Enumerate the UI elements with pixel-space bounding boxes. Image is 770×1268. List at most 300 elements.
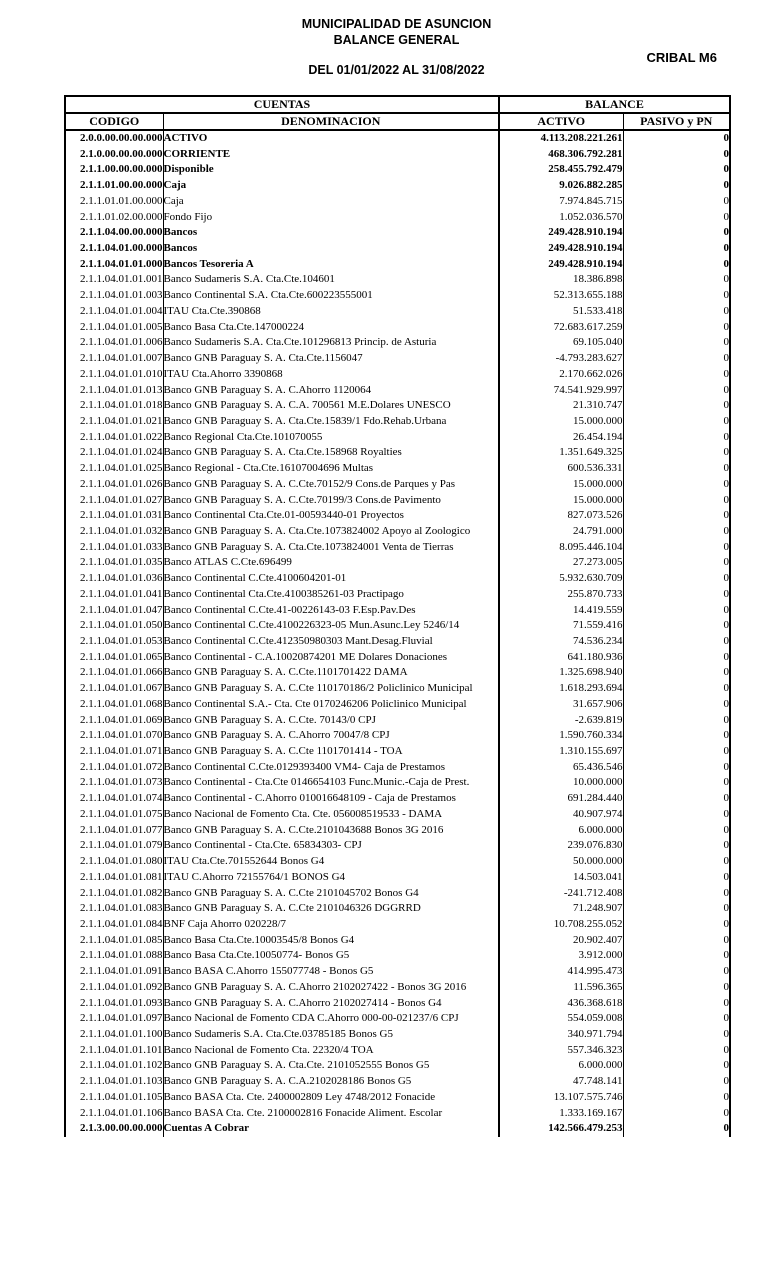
row-pasivo: 0 bbox=[723, 509, 729, 522]
row-code: 2.1.1.04.00.00.000 bbox=[65, 225, 163, 241]
row-denomination: Banco GNB Paraguay S. A. C.A. 700561 M.E.Dolares UNESCO bbox=[163, 398, 499, 414]
table-row bbox=[65, 508, 730, 524]
table-row bbox=[65, 697, 730, 713]
row-code: 2.1.1.04.01.01.068 bbox=[65, 697, 163, 713]
row-denomination: Banco Continental C.Cte.4100226323-05 Mun.Asunc.Ley 5246/14 bbox=[163, 618, 499, 634]
row-pasivo: 0 bbox=[723, 1027, 729, 1040]
column-header-activo: ACTIVO bbox=[499, 113, 623, 130]
column-header-codigo: CODIGO bbox=[65, 113, 163, 130]
row-code: 2.1.1.04.01.01.053 bbox=[65, 634, 163, 650]
row-denomination: Banco Continental C.Cte.4100604201-01 bbox=[163, 571, 499, 587]
group-header-balance: BALANCE bbox=[499, 96, 730, 113]
row-pasivo: 0 bbox=[723, 745, 729, 758]
row-activo: 14.419.559 bbox=[499, 603, 623, 619]
table-row bbox=[65, 728, 730, 744]
table-row bbox=[65, 178, 730, 194]
row-code: 2.1.1.04.01.01.082 bbox=[65, 886, 163, 902]
row-denomination: ITAU C.Ahorro 72155764/1 BONOS G4 bbox=[163, 870, 499, 886]
row-activo: 74.541.929.997 bbox=[499, 383, 623, 399]
row-denomination: CORRIENTE bbox=[163, 147, 499, 163]
row-denomination: Banco GNB Paraguay S. A. C.Cte 2101045702 Bonos G4 bbox=[163, 886, 499, 902]
row-pasivo: 0 bbox=[723, 556, 729, 569]
row-pasivo: 0 bbox=[723, 179, 729, 192]
row-code: 2.1.1.04.01.01.033 bbox=[65, 540, 163, 556]
table-row bbox=[65, 555, 730, 571]
row-code: 2.1.1.04.01.01.021 bbox=[65, 414, 163, 430]
row-denomination: Banco GNB Paraguay S. A. C.Ahorro 2102027422 - Bonos 3G 2016 bbox=[163, 980, 499, 996]
row-pasivo: 0 bbox=[723, 304, 729, 317]
table-row bbox=[65, 964, 730, 980]
row-pasivo: 0 bbox=[723, 336, 729, 349]
table-row bbox=[65, 398, 730, 414]
row-pasivo: 0 bbox=[723, 635, 729, 647]
table-row bbox=[65, 383, 730, 399]
row-code: 2.1.1.04.01.01.070 bbox=[65, 728, 163, 744]
row-denomination: Banco Sudameris S.A. Cta.Cte.03785185 Bonos G5 bbox=[163, 1027, 499, 1043]
row-pasivo: 0 bbox=[723, 792, 729, 805]
row-pasivo: 0 bbox=[723, 807, 729, 820]
row-activo: 249.428.910.194 bbox=[499, 257, 623, 273]
row-denomination: Bancos Tesoreria A bbox=[163, 257, 499, 273]
table-row bbox=[65, 665, 730, 681]
row-denomination: Banco BASA C.Ahorro 155077748 - Bonos G5 bbox=[163, 964, 499, 980]
row-code: 2.1.1.04.01.01.072 bbox=[65, 760, 163, 776]
row-denomination: Banco Continental - Cta.Cte 0146654103 Func.Munic.-Caja de Prest. bbox=[163, 775, 499, 791]
row-code: 2.1.1.04.01.01.083 bbox=[65, 901, 163, 917]
row-pasivo: 0 bbox=[723, 839, 729, 852]
row-code: 2.1.1.04.01.01.100 bbox=[65, 1027, 163, 1043]
table-row bbox=[65, 948, 730, 964]
table-row bbox=[65, 493, 730, 509]
row-code: 2.1.1.04.01.01.027 bbox=[65, 493, 163, 509]
row-code: 2.1.1.04.01.01.000 bbox=[65, 257, 163, 273]
row-code: 2.1.1.04.01.01.084 bbox=[65, 917, 163, 933]
row-code: 2.1.1.04.01.01.041 bbox=[65, 587, 163, 603]
row-denomination: ITAU Cta.Ahorro 3390868 bbox=[163, 367, 499, 383]
row-denomination: Bancos bbox=[163, 225, 499, 241]
row-code: 2.1.1.04.01.01.067 bbox=[65, 681, 163, 697]
row-code: 2.1.1.04.01.01.036 bbox=[65, 571, 163, 587]
row-code: 2.1.1.04.01.01.006 bbox=[65, 335, 163, 351]
table-row bbox=[65, 540, 730, 556]
row-activo: 1.325.698.940 bbox=[499, 665, 623, 681]
row-pasivo: 0 bbox=[723, 697, 729, 710]
row-pasivo: 0 bbox=[723, 367, 729, 380]
row-activo: 52.313.655.188 bbox=[499, 288, 623, 304]
row-code: 2.1.0.00.00.00.000 bbox=[65, 147, 163, 163]
balance-table bbox=[64, 95, 731, 1137]
row-activo: -4.793.283.627 bbox=[499, 351, 623, 367]
row-denomination: Banco GNB Paraguay S. A. C.A.2102028186 Bonos G5 bbox=[163, 1074, 499, 1090]
row-code: 2.1.1.04.01.01.025 bbox=[65, 461, 163, 477]
row-denomination: Banco Continental Cta.Cte.4100385261-03 Practipago bbox=[163, 587, 499, 603]
row-pasivo: 0 bbox=[723, 666, 729, 679]
row-activo: 414.995.473 bbox=[499, 964, 623, 980]
row-pasivo: 0 bbox=[723, 289, 729, 302]
row-denomination: Banco GNB Paraguay S. A. C.Ahorro 2102027414 - Bonos G4 bbox=[163, 996, 499, 1012]
table-row bbox=[65, 130, 730, 147]
row-pasivo: 0 bbox=[723, 729, 729, 742]
row-code: 2.1.1.04.01.01.031 bbox=[65, 508, 163, 524]
row-pasivo: 0 bbox=[723, 886, 729, 899]
row-code: 2.1.1.04.01.01.079 bbox=[65, 838, 163, 854]
table-row bbox=[65, 147, 730, 163]
row-denomination: Banco GNB Paraguay S. A. Cta.Cte.158968 Royalties bbox=[163, 445, 499, 461]
row-code: 2.1.1.04.01.01.007 bbox=[65, 351, 163, 367]
row-code: 2.1.1.04.01.01.081 bbox=[65, 870, 163, 886]
row-code: 2.1.1.01.01.00.000 bbox=[65, 194, 163, 210]
row-pasivo: 0 bbox=[723, 713, 729, 726]
table-row bbox=[65, 241, 730, 257]
table-row bbox=[65, 681, 730, 697]
row-denomination: Banco GNB Paraguay S. A. C.Cte.1101701422 DAMA bbox=[163, 665, 499, 681]
table-row bbox=[65, 854, 730, 870]
table-row bbox=[65, 634, 730, 650]
row-denomination: Banco GNB Paraguay S. A. C.Cte 110170186/2 Policlinico Municipal bbox=[163, 681, 499, 697]
row-pasivo: 0 bbox=[723, 147, 729, 160]
row-pasivo: 0 bbox=[723, 587, 729, 600]
row-denomination: Caja bbox=[163, 178, 499, 194]
row-activo: -241.712.408 bbox=[499, 886, 623, 902]
row-pasivo: 0 bbox=[723, 682, 729, 695]
row-denomination: Banco GNB Paraguay S. A. Cta.Cte. 2101052555 Bonos G5 bbox=[163, 1058, 499, 1074]
table-row bbox=[65, 650, 730, 666]
row-activo: 827.073.526 bbox=[499, 508, 623, 524]
row-denomination: Banco Continental C.Cte.412350980303 Mant.Desag.Fluvial bbox=[163, 634, 499, 650]
table-row bbox=[65, 587, 730, 603]
row-denomination: Banco GNB Paraguay S. A. C.Cte. 70143/0 CPJ bbox=[163, 713, 499, 729]
row-pasivo: 0 bbox=[723, 855, 729, 868]
table-row bbox=[65, 272, 730, 288]
row-denomination: Banco GNB Paraguay S. A. C.Cte 2101046326 DGGRRD bbox=[163, 901, 499, 917]
row-code: 2.1.3.00.00.00.000 bbox=[65, 1121, 163, 1137]
row-code: 2.1.1.04.01.01.071 bbox=[65, 744, 163, 760]
row-pasivo: 0 bbox=[723, 1122, 729, 1135]
row-denomination: Banco Sudameris S.A. Cta.Cte.104601 bbox=[163, 272, 499, 288]
table-row bbox=[65, 1043, 730, 1059]
row-code: 2.1.1.04.01.01.101 bbox=[65, 1043, 163, 1059]
row-pasivo: 0 bbox=[723, 965, 729, 978]
row-pasivo: 0 bbox=[723, 399, 729, 412]
row-activo: 468.306.792.281 bbox=[499, 147, 623, 163]
table-row bbox=[65, 980, 730, 996]
row-pasivo: 0 bbox=[723, 823, 729, 836]
row-activo: 72.683.617.259 bbox=[499, 320, 623, 336]
row-pasivo: 0 bbox=[723, 1075, 729, 1088]
row-activo: 15.000.000 bbox=[499, 493, 623, 509]
row-code: 2.1.1.00.00.00.000 bbox=[65, 162, 163, 178]
row-code: 2.1.1.04.01.01.103 bbox=[65, 1074, 163, 1090]
row-pasivo: 0 bbox=[723, 477, 729, 490]
row-pasivo: 0 bbox=[723, 603, 729, 616]
organization-name: MUNICIPALIDAD DE ASUNCION bbox=[301, 17, 492, 31]
row-pasivo: 0 bbox=[723, 1059, 729, 1072]
row-denomination: Banco Sudameris S.A. Cta.Cte.101296813 Princip. de Asturia bbox=[163, 335, 499, 351]
table-row bbox=[65, 194, 730, 210]
row-activo: 4.113.208.221.261 bbox=[499, 130, 623, 147]
row-pasivo: 0 bbox=[723, 902, 729, 915]
column-header-pasivo: PASIVO y PN bbox=[623, 113, 730, 130]
row-code: 2.1.1.04.01.01.050 bbox=[65, 618, 163, 634]
row-denomination: ACTIVO bbox=[163, 130, 499, 147]
row-activo: 7.974.845.715 bbox=[499, 194, 623, 210]
row-activo: 65.436.546 bbox=[499, 760, 623, 776]
row-pasivo: 0 bbox=[723, 1012, 729, 1025]
row-code: 2.1.1.04.01.01.001 bbox=[65, 272, 163, 288]
column-header-row bbox=[65, 113, 730, 130]
row-pasivo: 0 bbox=[723, 949, 729, 962]
row-activo: 554.059.008 bbox=[499, 1011, 623, 1027]
table-row bbox=[65, 791, 730, 807]
row-code: 2.1.1.04.01.01.075 bbox=[65, 807, 163, 823]
table-row bbox=[65, 917, 730, 933]
row-denomination: Fondo Fijo bbox=[163, 210, 499, 226]
column-header-denominacion: DENOMINACION bbox=[163, 113, 499, 130]
row-code: 2.1.1.04.01.01.004 bbox=[65, 304, 163, 320]
table-row bbox=[65, 823, 730, 839]
row-pasivo: 0 bbox=[723, 383, 729, 396]
table-row bbox=[65, 901, 730, 917]
row-code: 2.1.1.04.01.01.005 bbox=[65, 320, 163, 336]
row-denomination: Banco Basa Cta.Cte.147000224 bbox=[163, 320, 499, 336]
row-denomination: Banco Nacional de Fomento CDA C.Ahorro 000-00-021237/6 CPJ bbox=[163, 1011, 499, 1027]
row-denomination: Disponible bbox=[163, 162, 499, 178]
row-code: 2.1.1.04.01.01.026 bbox=[65, 477, 163, 493]
row-activo: 20.902.407 bbox=[499, 933, 623, 949]
row-denomination: ITAU Cta.Cte.390868 bbox=[163, 304, 499, 320]
row-denomination: Banco Continental - C.A.10020874201 ME Dolares Donaciones bbox=[163, 650, 499, 666]
report-title: BALANCE GENERAL bbox=[333, 33, 460, 47]
row-activo: 5.932.630.709 bbox=[499, 571, 623, 587]
row-pasivo: 0 bbox=[723, 980, 729, 993]
table-row bbox=[65, 713, 730, 729]
row-activo: 10.000.000 bbox=[499, 775, 623, 791]
row-activo: 71.559.416 bbox=[499, 618, 623, 634]
row-code: 2.1.1.04.01.01.047 bbox=[65, 603, 163, 619]
row-denomination: Banco Regional Cta.Cte.101070055 bbox=[163, 430, 499, 446]
table-row bbox=[65, 744, 730, 760]
row-activo: 24.791.000 bbox=[499, 524, 623, 540]
row-denomination: Banco BASA Cta. Cte. 2100002816 Fonacide Aliment. Escolar bbox=[163, 1106, 499, 1122]
table-row bbox=[65, 760, 730, 776]
row-pasivo: 0 bbox=[723, 430, 729, 443]
row-denomination: Cuentas A Cobrar bbox=[163, 1121, 499, 1137]
row-code: 2.1.1.04.01.01.091 bbox=[65, 964, 163, 980]
row-activo: 69.105.040 bbox=[499, 335, 623, 351]
row-code: 2.1.1.04.01.01.003 bbox=[65, 288, 163, 304]
row-denomination: Caja bbox=[163, 194, 499, 210]
table-row bbox=[65, 870, 730, 886]
row-activo: 74.536.234 bbox=[499, 634, 623, 650]
row-code: 2.1.1.04.01.01.077 bbox=[65, 823, 163, 839]
row-denomination: Banco GNB Paraguay S. A. C.Ahorro 1120064 bbox=[163, 383, 499, 399]
row-pasivo: 0 bbox=[723, 132, 729, 144]
table-row bbox=[65, 320, 730, 336]
row-pasivo: 0 bbox=[723, 273, 729, 286]
table-row bbox=[65, 430, 730, 446]
row-code: 2.1.1.04.01.01.088 bbox=[65, 948, 163, 964]
row-pasivo: 0 bbox=[723, 1043, 729, 1056]
row-denomination: Banco GNB Paraguay S. A. Cta.Cte.1156047 bbox=[163, 351, 499, 367]
table-row bbox=[65, 996, 730, 1012]
row-activo: 15.000.000 bbox=[499, 414, 623, 430]
row-activo: 258.455.792.479 bbox=[499, 162, 623, 178]
row-activo: 71.248.907 bbox=[499, 901, 623, 917]
row-activo: 1.052.036.570 bbox=[499, 210, 623, 226]
table-row bbox=[65, 445, 730, 461]
row-code: 2.1.1.04.01.01.106 bbox=[65, 1106, 163, 1122]
row-code: 2.1.1.04.01.01.092 bbox=[65, 980, 163, 996]
row-activo: 8.095.446.104 bbox=[499, 540, 623, 556]
row-code: 2.1.1.04.01.01.085 bbox=[65, 933, 163, 949]
row-activo: 31.657.906 bbox=[499, 697, 623, 713]
table-row bbox=[65, 351, 730, 367]
row-activo: 14.503.041 bbox=[499, 870, 623, 886]
row-pasivo: 0 bbox=[723, 414, 729, 427]
row-pasivo: 0 bbox=[723, 933, 729, 946]
row-activo: 6.000.000 bbox=[499, 1058, 623, 1074]
row-activo: 9.026.882.285 bbox=[499, 178, 623, 194]
row-activo: -2.639.819 bbox=[499, 713, 623, 729]
row-activo: 1.310.155.697 bbox=[499, 744, 623, 760]
table-row bbox=[65, 807, 730, 823]
row-code: 2.1.1.04.01.01.010 bbox=[65, 367, 163, 383]
row-code: 2.1.1.04.01.01.022 bbox=[65, 430, 163, 446]
row-code: 2.1.1.01.00.00.000 bbox=[65, 178, 163, 194]
system-reference: CRIBAL M6 bbox=[646, 50, 717, 65]
table-row bbox=[65, 225, 730, 241]
row-pasivo: 0 bbox=[723, 619, 729, 632]
row-pasivo: 0 bbox=[723, 870, 729, 883]
row-activo: 1.333.169.167 bbox=[499, 1106, 623, 1122]
row-activo: 1.618.293.694 bbox=[499, 681, 623, 697]
row-activo: 6.000.000 bbox=[499, 823, 623, 839]
row-activo: 51.533.418 bbox=[499, 304, 623, 320]
row-code: 2.1.1.04.01.00.000 bbox=[65, 241, 163, 257]
table-row bbox=[65, 1074, 730, 1090]
row-denomination: Banco BASA Cta. Cte. 2400002809 Ley 4748/2012 Fonacide bbox=[163, 1090, 499, 1106]
row-activo: 47.748.141 bbox=[499, 1074, 623, 1090]
row-denomination: Banco Basa Cta.Cte.10050774- Bonos G5 bbox=[163, 948, 499, 964]
row-pasivo: 0 bbox=[723, 1106, 729, 1119]
row-pasivo: 0 bbox=[723, 210, 729, 223]
row-denomination: Banco GNB Paraguay S. A. Cta.Cte.15839/1 Fdo.Rehab.Urbana bbox=[163, 414, 499, 430]
row-activo: 40.907.974 bbox=[499, 807, 623, 823]
row-code: 2.1.1.01.02.00.000 bbox=[65, 210, 163, 226]
group-header-row bbox=[65, 96, 730, 113]
row-denomination: Banco Basa Cta.Cte.10003545/8 Bonos G4 bbox=[163, 933, 499, 949]
row-pasivo: 0 bbox=[723, 462, 729, 475]
group-header-cuentas: CUENTAS bbox=[65, 96, 499, 113]
row-denomination: Banco ATLAS C.Cte.696499 bbox=[163, 555, 499, 571]
row-code: 2.1.1.04.01.01.073 bbox=[65, 775, 163, 791]
row-pasivo: 0 bbox=[723, 572, 729, 585]
table-row bbox=[65, 838, 730, 854]
balance-table-header bbox=[65, 96, 730, 130]
table-row bbox=[65, 1027, 730, 1043]
table-row bbox=[65, 933, 730, 949]
row-pasivo: 0 bbox=[723, 194, 729, 207]
row-pasivo: 0 bbox=[723, 226, 729, 239]
row-code: 2.1.1.04.01.01.074 bbox=[65, 791, 163, 807]
row-pasivo: 0 bbox=[723, 446, 729, 459]
row-denomination: ITAU Cta.Cte.701552644 Bonos G4 bbox=[163, 854, 499, 870]
row-activo: 11.596.365 bbox=[499, 980, 623, 996]
row-denomination: Banco GNB Paraguay S. A. Cta.Cte.1073824002 Apoyo al Zoologico bbox=[163, 524, 499, 540]
row-code: 2.1.1.04.01.01.093 bbox=[65, 996, 163, 1012]
row-code: 2.1.1.04.01.01.069 bbox=[65, 713, 163, 729]
table-row bbox=[65, 335, 730, 351]
row-denomination: Banco GNB Paraguay S. A. C.Cte.70199/3 Cons.de Pavimento bbox=[163, 493, 499, 509]
row-denomination: Banco Continental - Cta.Cte. 65834303- CPJ bbox=[163, 838, 499, 854]
table-row bbox=[65, 367, 730, 383]
row-activo: 436.368.618 bbox=[499, 996, 623, 1012]
row-code: 2.1.1.04.01.01.032 bbox=[65, 524, 163, 540]
row-denomination: Banco Continental Cta.Cte.01-00593440-01 Proyectos bbox=[163, 508, 499, 524]
row-activo: 340.971.794 bbox=[499, 1027, 623, 1043]
row-activo: 641.180.936 bbox=[499, 650, 623, 666]
row-code: 2.1.1.04.01.01.018 bbox=[65, 398, 163, 414]
row-activo: 50.000.000 bbox=[499, 854, 623, 870]
table-row bbox=[65, 603, 730, 619]
row-denomination: Banco Nacional de Fomento Cta. Cte. 056008519533 - DAMA bbox=[163, 807, 499, 823]
row-denomination: Banco Continental S.A. Cta.Cte.600223555001 bbox=[163, 288, 499, 304]
row-activo: 249.428.910.194 bbox=[499, 225, 623, 241]
row-code: 2.1.1.04.01.01.035 bbox=[65, 555, 163, 571]
row-pasivo: 0 bbox=[723, 524, 729, 537]
table-row bbox=[65, 477, 730, 493]
row-activo: 239.076.830 bbox=[499, 838, 623, 854]
row-pasivo: 0 bbox=[723, 493, 729, 506]
report-period: DEL 01/01/2022 AL 31/08/2022 bbox=[308, 63, 485, 77]
row-activo: 142.566.479.253 bbox=[499, 1121, 623, 1137]
row-pasivo: 0 bbox=[723, 352, 729, 365]
row-activo: 1.351.649.325 bbox=[499, 445, 623, 461]
row-pasivo: 0 bbox=[723, 540, 729, 553]
row-pasivo: 0 bbox=[723, 996, 729, 1009]
row-pasivo: 0 bbox=[723, 760, 729, 773]
row-code: 2.1.1.04.01.01.066 bbox=[65, 665, 163, 681]
table-row bbox=[65, 618, 730, 634]
row-activo: 3.912.000 bbox=[499, 948, 623, 964]
table-row bbox=[65, 1058, 730, 1074]
row-code: 2.1.1.04.01.01.013 bbox=[65, 383, 163, 399]
row-denomination: Banco GNB Paraguay S. A. C.Ahorro 70047/8 CPJ bbox=[163, 728, 499, 744]
table-row bbox=[65, 210, 730, 226]
row-activo: 26.454.194 bbox=[499, 430, 623, 446]
row-denomination: Banco Continental C.Cte.0129393400 VM4- Caja de Prestamos bbox=[163, 760, 499, 776]
row-activo: 15.000.000 bbox=[499, 477, 623, 493]
balance-table-body bbox=[65, 130, 730, 1137]
row-pasivo: 0 bbox=[723, 257, 729, 270]
row-code: 2.1.1.04.01.01.065 bbox=[65, 650, 163, 666]
table-row bbox=[65, 1011, 730, 1027]
row-denomination: Banco Continental C.Cte.41-00226143-03 F.Esp.Pav.Des bbox=[163, 603, 499, 619]
row-pasivo: 0 bbox=[723, 242, 729, 255]
row-activo: 21.310.747 bbox=[499, 398, 623, 414]
table-row bbox=[65, 414, 730, 430]
table-row bbox=[65, 257, 730, 273]
row-activo: 13.107.575.746 bbox=[499, 1090, 623, 1106]
row-denomination: Bancos bbox=[163, 241, 499, 257]
row-denomination: Banco Continental - C.Ahorro 010016648109 - Caja de Prestamos bbox=[163, 791, 499, 807]
row-pasivo: 0 bbox=[723, 776, 729, 789]
row-pasivo: 0 bbox=[723, 917, 729, 930]
row-denomination: Banco Continental S.A.- Cta. Cte 0170246206 Policlinico Municipal bbox=[163, 697, 499, 713]
row-activo: 557.346.323 bbox=[499, 1043, 623, 1059]
row-activo: 18.386.898 bbox=[499, 272, 623, 288]
row-code: 2.1.1.04.01.01.080 bbox=[65, 854, 163, 870]
